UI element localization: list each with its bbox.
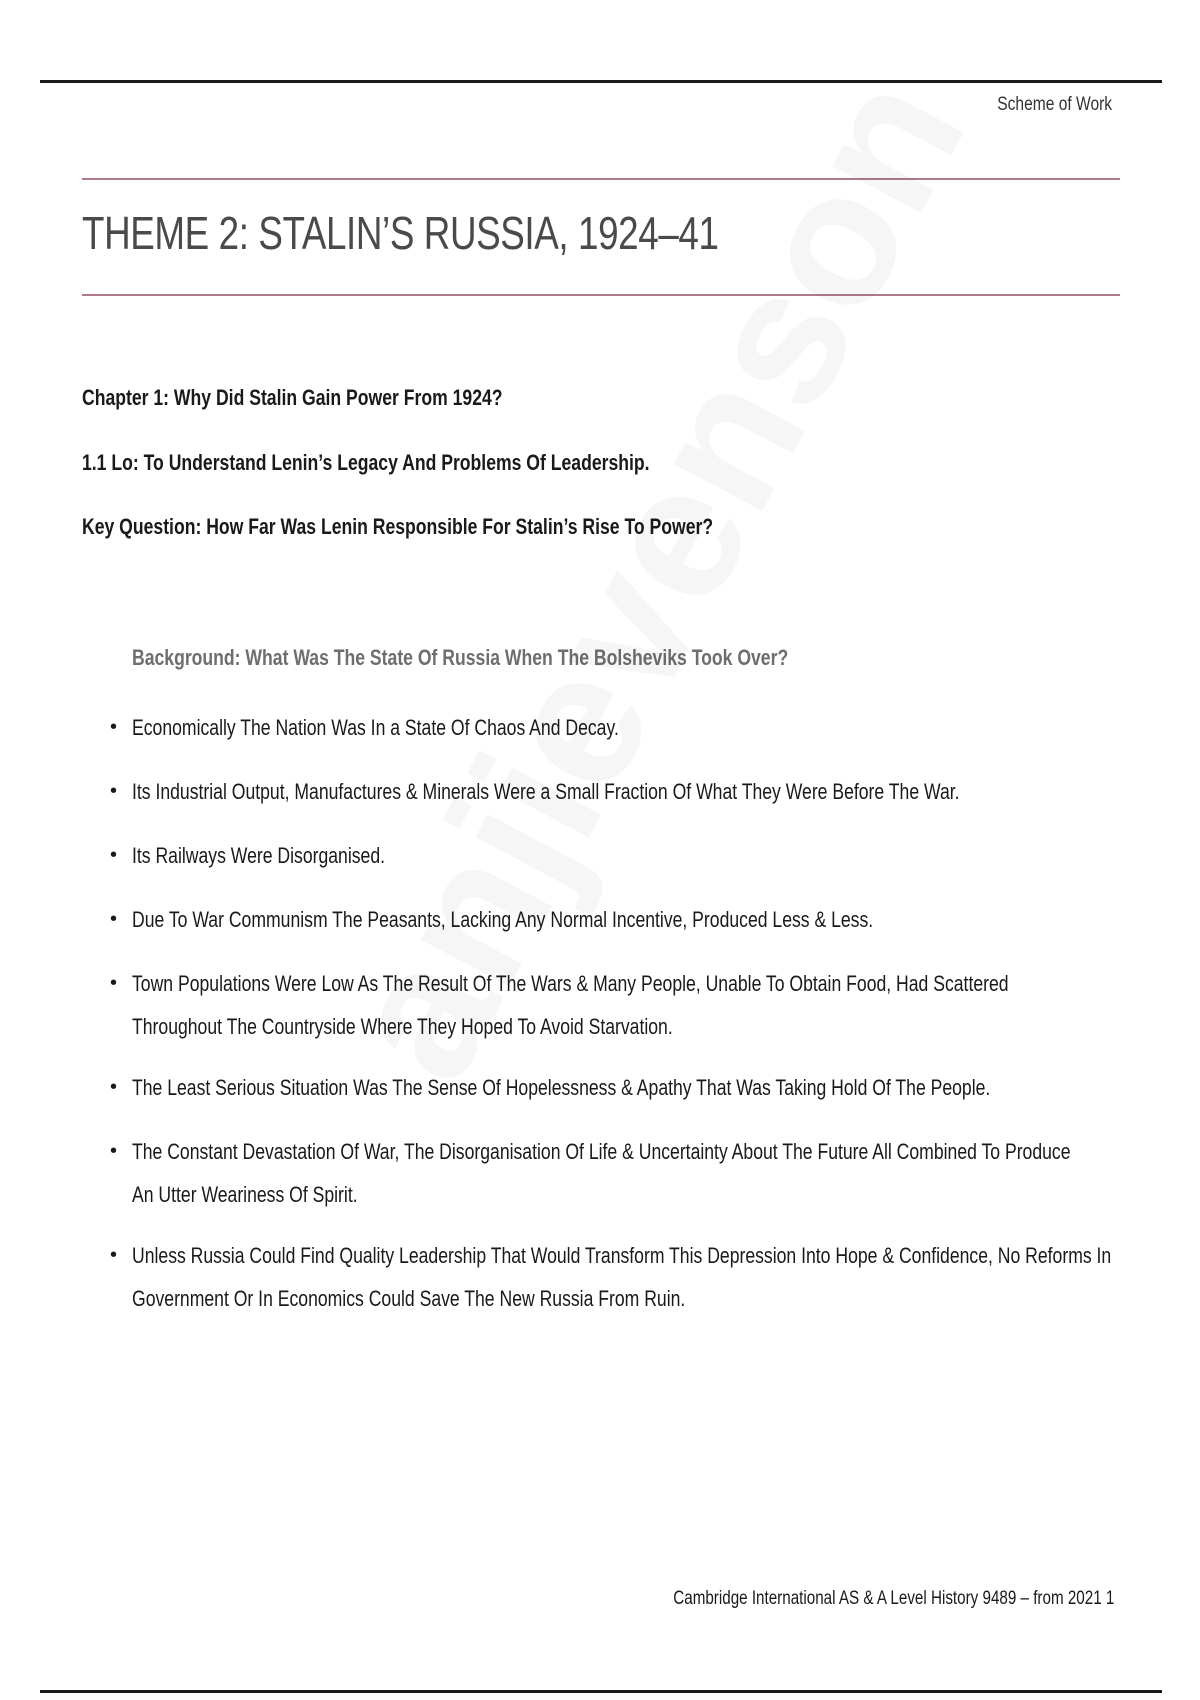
bullet-text: [132, 834, 1172, 877]
header-label: Scheme of Work: [997, 94, 1112, 115]
bullet-text: [132, 898, 1172, 941]
bullet-line: Throughout The Countryside Where They Hoped To Avoid Starvation.: [132, 1014, 673, 1039]
bullet-text: [132, 1234, 1172, 1320]
bullet-icon: •: [110, 1244, 118, 1266]
bullet-icon: •: [110, 972, 118, 994]
title-upper-rule: [82, 178, 1120, 180]
bottom-rule: [40, 1690, 1162, 1693]
bullet-text: [132, 962, 1172, 1048]
bullet-line: Economically The Nation Was In a State Of Chaos And Decay.: [132, 715, 619, 740]
bullet-line: Due To War Communism The Peasants, Lacking Any Normal Incentive, Produced Less & Less.: [132, 907, 874, 932]
bullet-line: Unless Russia Could Find Quality Leadership That Would Transform This Depression Into Hope & Confidence, No Reforms In: [132, 1243, 1112, 1268]
bullet-icon: •: [110, 1076, 118, 1098]
top-rule: [40, 80, 1162, 83]
bullet-icon: •: [110, 780, 118, 802]
bullet-line: Its Industrial Output, Manufactures & Minerals Were a Small Fraction Of What They Were Before The War.: [132, 779, 960, 804]
bullet-line: Town Populations Were Low As The Result Of The Wars & Many People, Unable To Obtain Food, Had Scattered: [132, 971, 1009, 996]
bullet-text: [132, 706, 1172, 749]
bullet-icon: •: [110, 908, 118, 930]
page-footer: Cambridge International AS & A Level History 9489 – from 2021 1: [672, 1588, 1114, 1609]
background-heading: Background: What Was The State Of Russia When The Bolsheviks Took Over?: [132, 645, 789, 670]
bullet-line: The Least Serious Situation Was The Sense Of Hopelessness & Apathy That Was Taking Hold Of The People.: [132, 1075, 991, 1100]
bullet-line: Government Or In Economics Could Save The New Russia From Ruin.: [132, 1286, 686, 1311]
bullet-text: [132, 1130, 1172, 1216]
learning-objective-heading: 1.1 Lo: To Understand Lenin’s Legacy And Problems Of Leadership.: [82, 450, 650, 475]
chapter-heading: Chapter 1: Why Did Stalin Gain Power From 1924?: [82, 385, 503, 410]
bullet-line: An Utter Weariness Of Spirit.: [132, 1182, 358, 1207]
key-question-heading: Key Question: How Far Was Lenin Responsible For Stalin’s Rise To Power?: [82, 514, 714, 539]
bullet-line: Its Railways Were Disorganised.: [132, 843, 386, 868]
bullet-line: The Constant Devastation Of War, The Disorganisation Of Life & Uncertainty About The Future All Combined To Produce: [132, 1139, 1071, 1164]
watermark: [300, 40, 1008, 1112]
bullet-text: [132, 1066, 1172, 1109]
bullet-icon: •: [110, 716, 118, 738]
bullet-text: [132, 770, 1172, 813]
bullet-icon: •: [110, 844, 118, 866]
bullet-icon: •: [110, 1140, 118, 1162]
theme-title: THEME 2: STALIN’S RUSSIA, 1924–41: [82, 207, 719, 259]
title-lower-rule: [82, 294, 1120, 296]
